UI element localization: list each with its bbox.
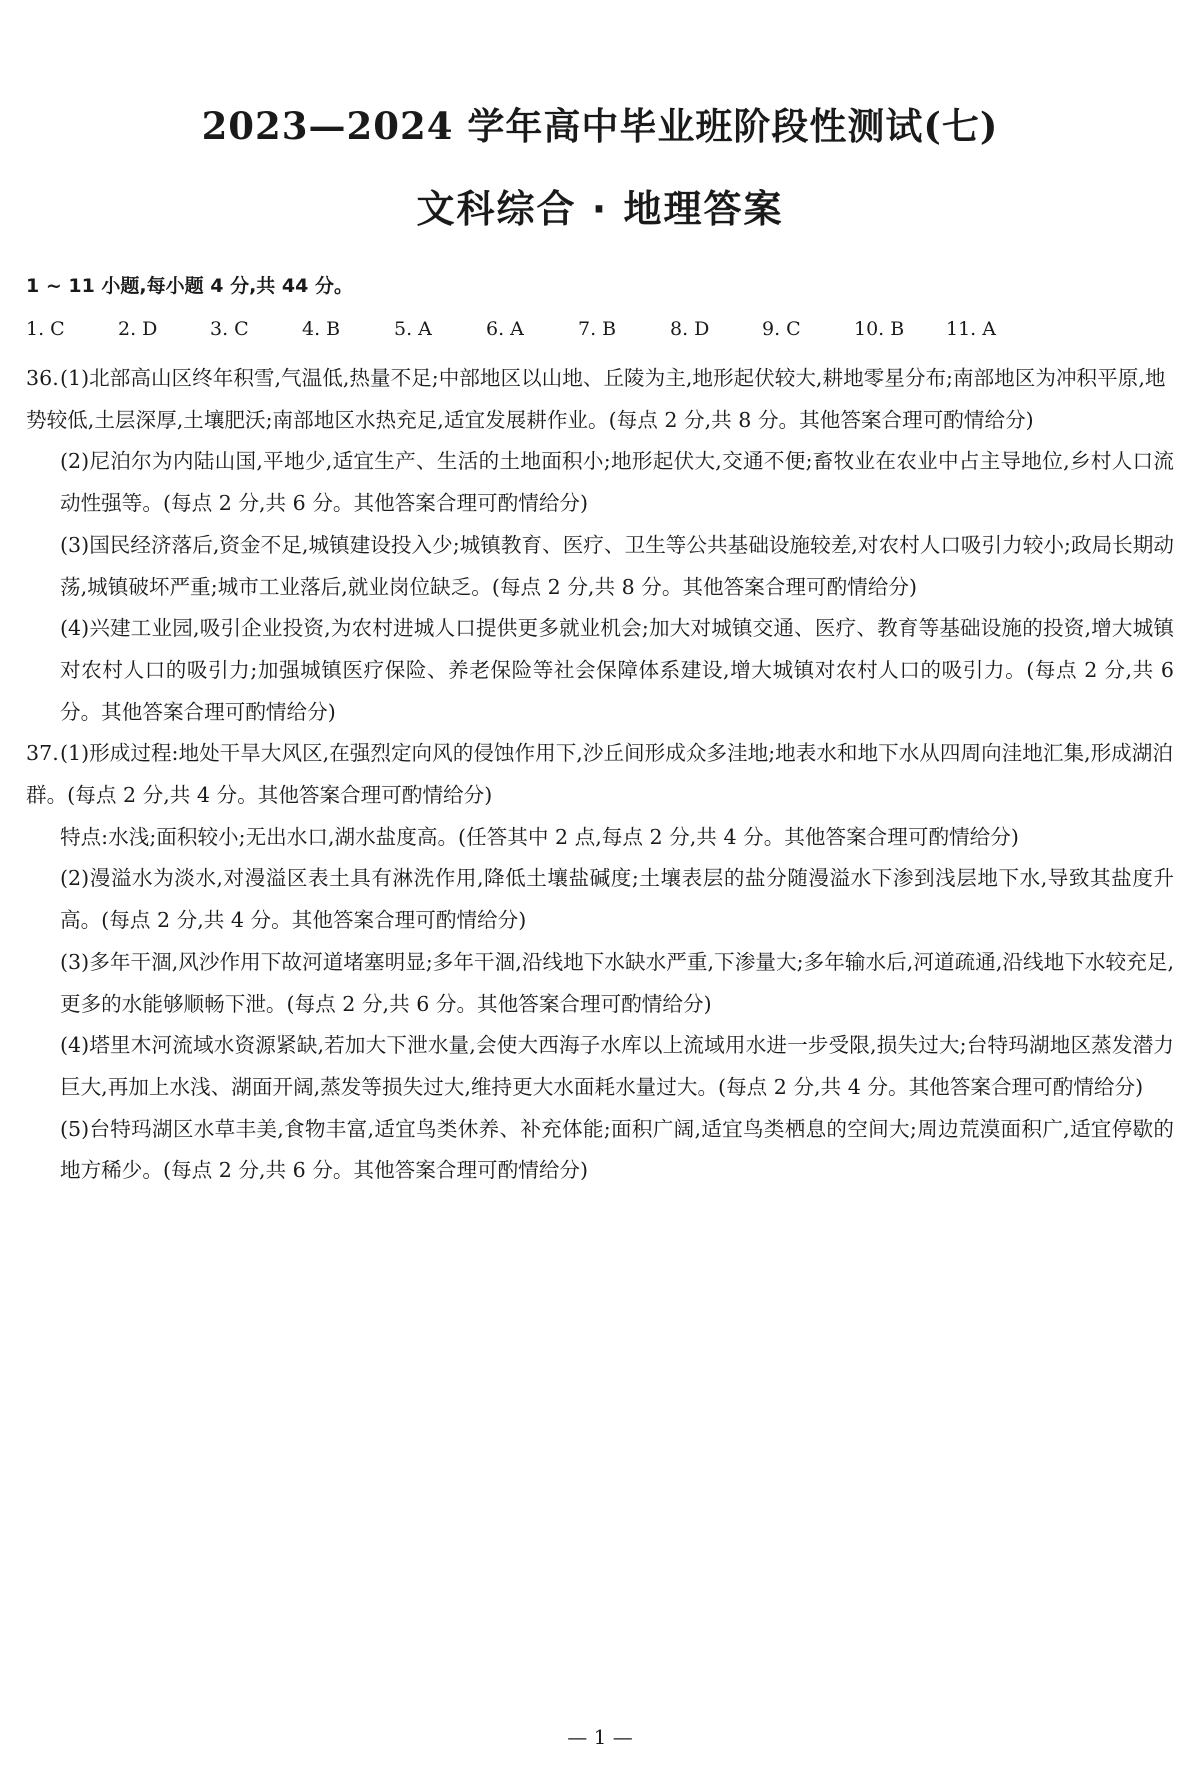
q37-part-4: (4)塔里木河流域水资源紧缺,若加大下泄水量,会使大西海子水库以上流域用水进一步受限,损失过大;台特玛湖地区蒸发潜力巨大,再加上水浅、湖面开阔,蒸发等损失过大,维持更大水面耗水量过大。(每点 2 分,共 4 分。其他答案合理可酌情给分) bbox=[60, 1033, 1174, 1099]
mc-answer: 8. D bbox=[670, 318, 710, 340]
q36-part-4: (4)兴建工业园,吸引企业投资,为农村进城人口提供更多就业机会;加大对城镇交通、医疗、教育等基础设施的投资,增大城镇对农村人口的吸引力;加强城镇医疗保险、养老保险等社会保障体系建设,增大城镇对农村人口的吸引力。(每点 2 分,共 6 分。其他答案合理可酌情给分) bbox=[60, 616, 1174, 724]
q36-number: 36. bbox=[26, 366, 59, 390]
q37-part-2: (2)漫溢水为淡水,对漫溢区表土具有淋洗作用,降低土壤盐碱度;土壤表层的盐分随漫溢水下渗到浅层地下水,导致其盐度升高。(每点 2 分,共 4 分。其他答案合理可酌情给分) bbox=[60, 866, 1174, 933]
mc-answer: 2. D bbox=[118, 318, 158, 340]
mc-answer: 9. C bbox=[762, 318, 801, 340]
q37-number: 37. bbox=[26, 741, 59, 766]
page-number: — 1 — bbox=[567, 1725, 633, 1749]
q36-part-text: (1)北部高山区终年积雪,气温低,热量不足;中部地区以山地、丘陵为主,地形起伏较大,耕地零星分布;南部地区为冲积平原,地势较低,土层深厚,土壤肥沃;南部地区水热充足,适宜发展耕作业。(每点 2 分,共 8 分。其他答案合理可酌情给分) bbox=[26, 366, 1166, 432]
mc-answer: 5. A bbox=[394, 318, 432, 340]
q36-part-3: (3)国民经济落后,资金不足,城镇建设投入少;城镇教育、医疗、卫生等公共基础设施较差,对农村人口吸引力较小;政局长期动荡,城镇破坏严重;城市工业落后,就业岗位缺乏。(每点 2 分,共 8 分。其他答案合理可酌情给分) bbox=[60, 532, 1174, 599]
mc-answer: 10. B bbox=[854, 318, 905, 340]
mc-answer: 11. A bbox=[946, 318, 996, 340]
q36-part-1 bbox=[26, 358, 1174, 441]
mc-answer: 6. A bbox=[486, 318, 524, 340]
q37-part-3: (3)多年干涸,风沙作用下故河道堵塞明显;多年干涸,沿线地下水缺水严重,下渗量大;多年输水后,河道疏通,沿线地下水较充足,更多的水能够顺畅下泄。(每点 2 分,共 6 分。其他答案合理可酌情给分) bbox=[60, 949, 1174, 1016]
q37-part-text: (1)形成过程:地处干旱大风区,在强烈定向风的侵蚀作用下,沙丘间形成众多洼地;地表水和地下水从四周向洼地汇集,形成湖泊群。(每点 2 分,共 4 分。其他答案合理可酌情给分) bbox=[26, 741, 1173, 808]
q37-part-1 bbox=[26, 733, 1174, 816]
mc-answer: 4. B bbox=[302, 318, 341, 340]
mc-answer: 3. C bbox=[210, 318, 249, 340]
multiple-choice-answers bbox=[26, 318, 1038, 340]
mc-answer: 1. C bbox=[26, 318, 65, 340]
answer-body bbox=[26, 358, 1174, 1192]
page-subtitle: 文科综合 · 地理答案 bbox=[416, 187, 784, 231]
q37-part-5: (5)台特玛湖区水草丰美,食物丰富,适宜鸟类休养、补充体能;面积广阔,适宜鸟类栖息的空间大;周边荒漠面积广,适宜停歇的地方稀少。(每点 2 分,共 6 分。其他答案合理可酌情给分) bbox=[60, 1116, 1174, 1183]
q37-features: 特点:水浅;面积较小;无出水口,湖水盐度高。(任答其中 2 点,每点 2 分,共 4 分。其他答案合理可酌情给分) bbox=[60, 824, 1019, 849]
mc-answer: 7. B bbox=[578, 318, 617, 340]
q36-part-2: (2)尼泊尔为内陆山国,平地少,适宜生产、生活的土地面积小;地形起伏大,交通不便;畜牧业在农业中占主导地位,乡村人口流动性强等。(每点 2 分,共 6 分。其他答案合理可酌情给分) bbox=[60, 449, 1174, 516]
page-title: 2023—2024 学年高中毕业班阶段性测试(七) bbox=[201, 104, 999, 148]
multiple-choice-intro: 1 ~ 11 小题,每小题 4 分,共 44 分。 bbox=[26, 275, 353, 297]
